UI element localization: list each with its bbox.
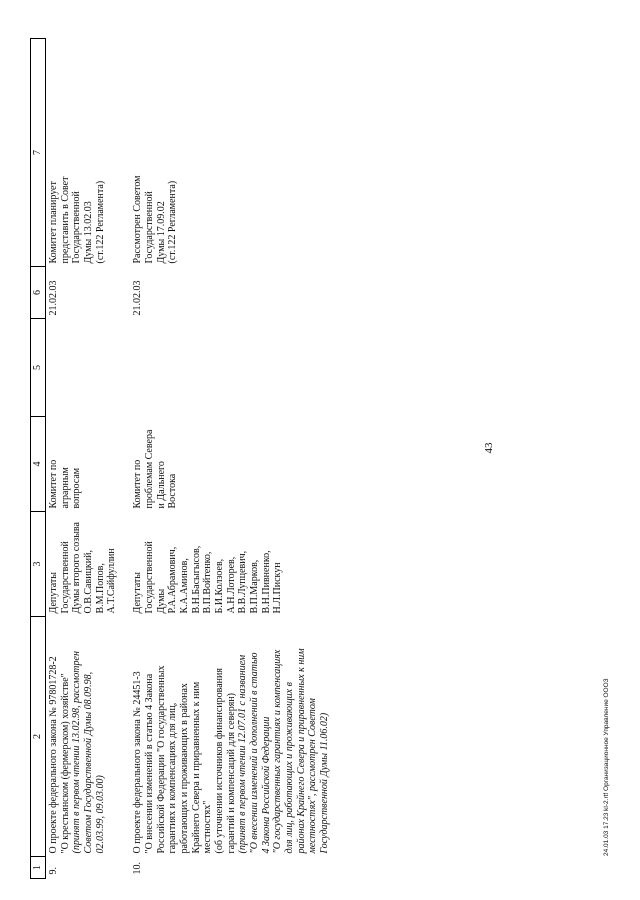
- bill-line: О проекте федерального закона № 97801728-2: [48, 656, 59, 854]
- author-line: А.Н.Лоторев,: [225, 556, 237, 614]
- header-col-5: 5: [31, 319, 46, 417]
- author-line: Государственной: [143, 541, 155, 614]
- authors-cell: [46, 512, 119, 617]
- author-line: Б.И.Колзоев,: [213, 558, 225, 614]
- status-cell: [46, 39, 119, 267]
- bill-line: 4 Закона Российской Федерации: [260, 716, 272, 854]
- legislation-table: [30, 38, 331, 879]
- header-col-7: 7: [31, 39, 46, 267]
- bill-line: (принят в первом чтении 13.02.98, рассмотрен: [71, 651, 83, 854]
- row-number: 10.: [132, 862, 144, 875]
- author-line: Думы второго созыва: [71, 522, 83, 614]
- bill-line: Российской Федерации "О государственных: [155, 665, 167, 854]
- bill-line: "О крестьянском (фермерском) хозяйстве": [59, 673, 71, 854]
- bill-line: работающих и проживающих в районах: [178, 683, 190, 854]
- header-col-4: 4: [31, 417, 46, 512]
- committee-line: вопросам: [71, 467, 83, 509]
- committee-line: Комитет по: [48, 459, 59, 509]
- bill-line: районах Крайнего Севера и приравненных к ним: [295, 648, 307, 854]
- bill-line: Крайнего Севера и приравненных к ним: [190, 681, 202, 854]
- bill-title-cell: [46, 617, 119, 857]
- header-row: [31, 39, 46, 879]
- status-line: (ст.122 Регламента): [167, 180, 179, 264]
- status-line: Государственной: [71, 191, 83, 264]
- bill-line: местностях": [202, 800, 214, 854]
- status-line: Рассмотрен Советом: [132, 175, 144, 264]
- bill-title-cell: [118, 617, 331, 857]
- author-line: В.В.Лупцевич,: [237, 550, 249, 614]
- bill-line: "О внесении изменений в статью 4 Закона: [143, 673, 155, 854]
- col5-cell: [46, 319, 119, 417]
- bill-line: гарантий и компенсаций для северян): [225, 693, 237, 854]
- bill-line: "О внесении изменений и дополнений в статью: [249, 652, 260, 854]
- bill-line: О проекте федерального закона № 24451-3: [132, 671, 144, 854]
- col5-cell: [118, 319, 331, 417]
- author-line: Депутаты: [132, 572, 144, 614]
- authors-cell: [118, 512, 331, 617]
- footer-note: 24.01.03 17.23 kl-2.rtf Организационное Управление ОООЗ: [603, 678, 610, 856]
- bill-line: (принят в первом чтении 12.07.01 с названием: [237, 654, 249, 854]
- legislation-table-rotated: [30, 39, 331, 879]
- row-number: 9.: [48, 867, 59, 875]
- bill-line: Советом Государственной Думы 08.09.98,: [83, 671, 95, 854]
- committee-line: и Дальнего: [155, 461, 167, 509]
- page-number: 43: [483, 442, 495, 454]
- author-line: В.Н.Пивненко,: [260, 550, 272, 614]
- header-col-6: 6: [31, 267, 46, 319]
- committee-cell: [118, 417, 331, 512]
- author-line: В.П.Войтенко,: [202, 551, 214, 614]
- bill-line: гарантиях и компенсациях для лиц,: [167, 702, 179, 854]
- bill-line: для лиц, работающих и проживающих в: [284, 682, 296, 854]
- author-line: В.П.Марков,: [249, 559, 260, 614]
- status-line: представить в Совет: [59, 176, 71, 264]
- header-col-1: 1: [31, 857, 46, 879]
- bill-line: "О государственных гарантиях и компенсациях: [272, 649, 284, 854]
- bill-line: (об уточнении источников финансирования: [213, 668, 225, 854]
- bill-line: Государственной Думы 11.06.02): [319, 712, 331, 854]
- status-line: Комитет планирует: [48, 181, 59, 264]
- header-col-2: 2: [31, 617, 46, 857]
- author-line: Государственной: [59, 541, 71, 614]
- header-col-3: 3: [31, 512, 46, 617]
- status-line: Думы 13.02.03: [83, 201, 95, 264]
- author-line: Депутаты: [48, 572, 59, 614]
- author-line: В.М.Попов,: [94, 563, 106, 614]
- status-line: Думы 17.09.02: [155, 201, 167, 264]
- author-line: К.А.Аминов,: [178, 558, 190, 614]
- committee-line: проблемам Севера: [143, 429, 155, 509]
- author-line: Думы: [155, 588, 167, 614]
- date-cell: 21.02.03: [132, 280, 144, 316]
- table-row: [118, 39, 331, 879]
- status-cell: [118, 39, 331, 267]
- author-line: Н.Л.Пискун: [272, 562, 284, 614]
- bill-line: 02.03.99, 09.03.00): [94, 775, 106, 854]
- committee-line: аграрным: [59, 467, 71, 509]
- table-row: [46, 39, 119, 879]
- author-line: В.Н.Басыгысов,: [190, 545, 202, 614]
- committee-line: Комитет по: [132, 459, 144, 509]
- author-line: О.В.Савицкий,: [83, 550, 95, 614]
- bill-line: местностях", рассмотрен Советом: [307, 698, 319, 854]
- date-cell: 21.02.03: [48, 280, 59, 316]
- author-line: А.Т.Сайфуллин: [106, 548, 118, 614]
- committee-cell: [46, 417, 119, 512]
- status-line: Государственной: [143, 191, 155, 264]
- committee-line: Востока: [167, 473, 179, 509]
- status-line: (ст.122 Регламента): [94, 180, 106, 264]
- author-line: Р.А.Абрамович,: [167, 546, 179, 614]
